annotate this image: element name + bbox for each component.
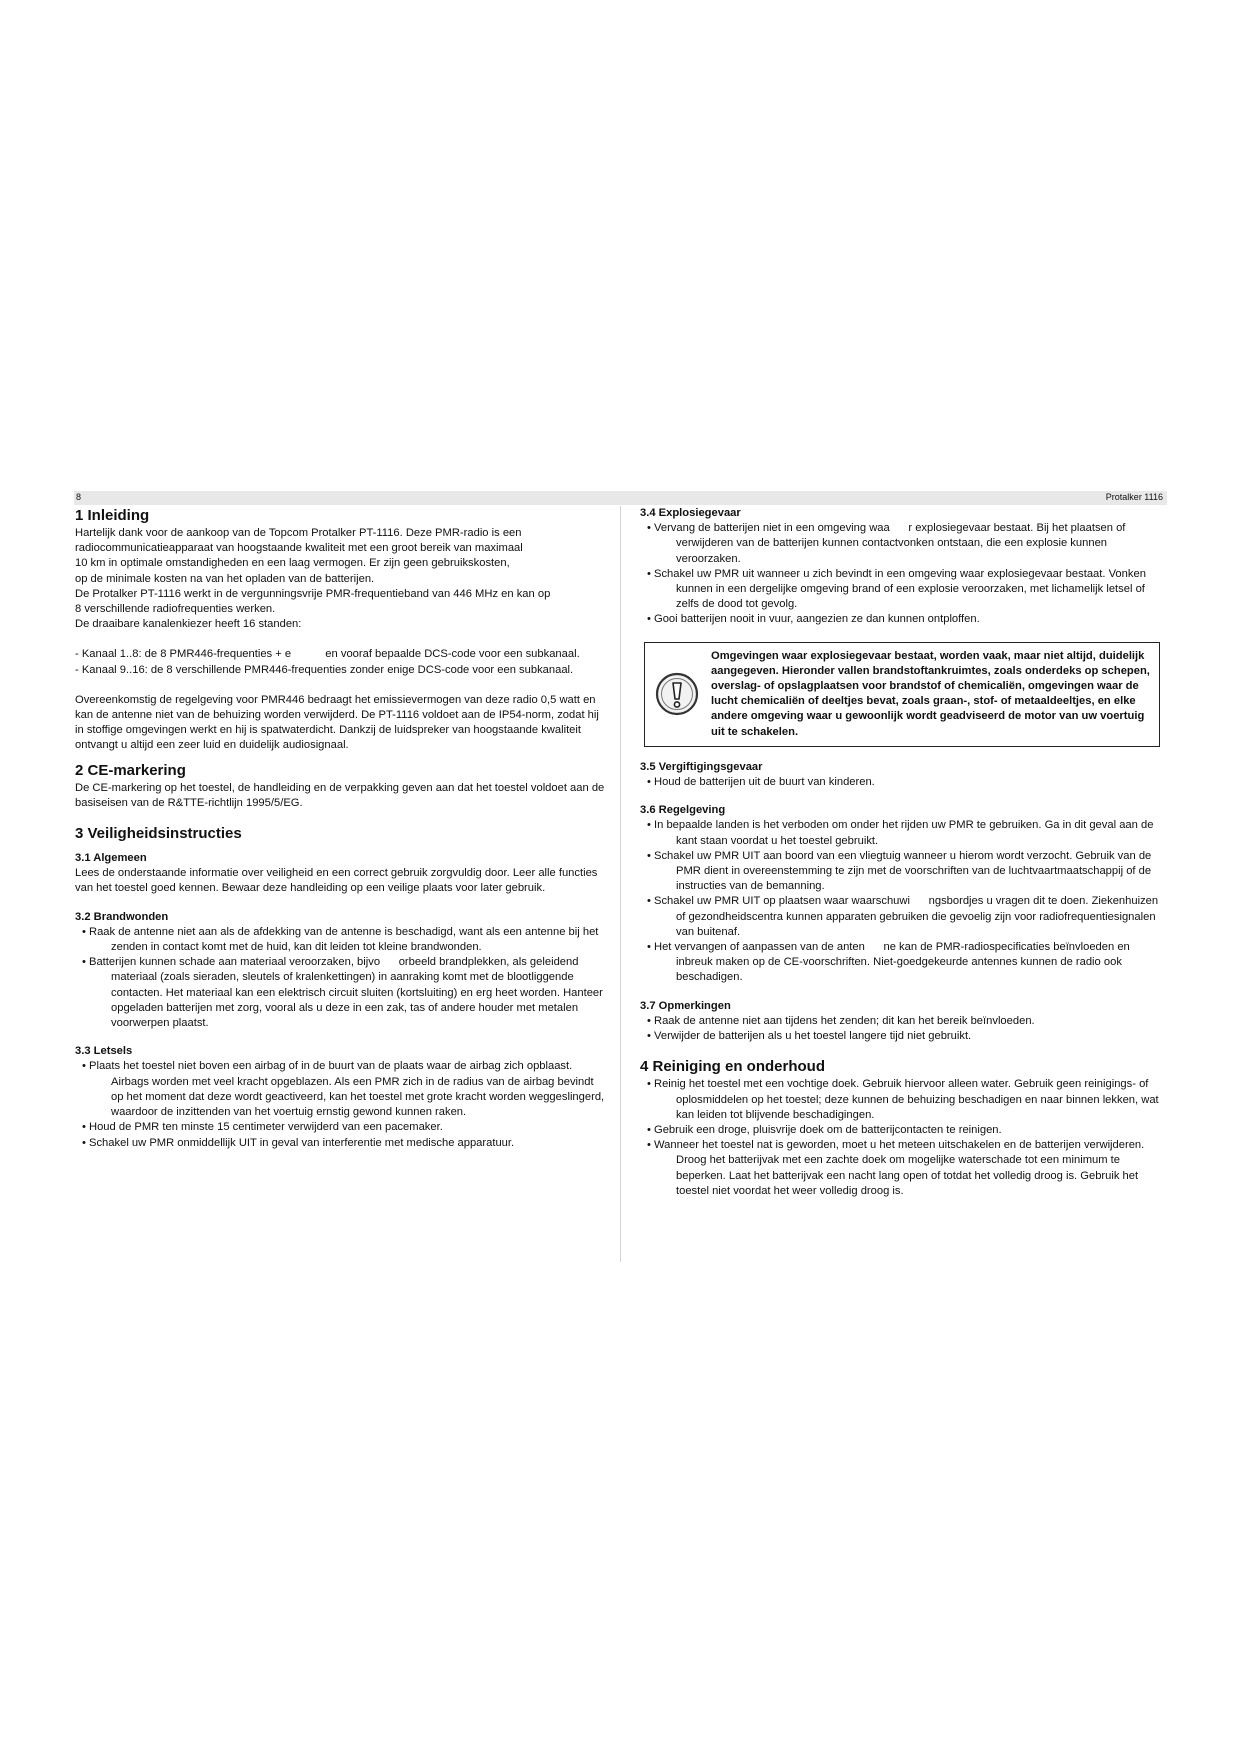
section-3-title: 3 Veiligheidsinstructies	[75, 825, 242, 843]
list-item: • Reinig het toestel met een vochtige doek. Gebruik hiervoor alleen water. Gebruik geen reinigings- of oplosmiddelen op het toestel; deze kunnen de behuizing beschadigen en naar binnen lekken, wat kan leiden tot blijvende beschadigingen.	[647, 1078, 1159, 1121]
section-3-4-title: 3.4 Explosiegevaar	[640, 507, 741, 519]
list-item: • Plaats het toestel niet boven een airbag of in de buurt van de plaats waar de airbag zich opblaast. Airbags worden met veel kracht opgeblazen. Als een PMR zich in de radius van de airbag bevindt op het moment dat deze wordt geactiveerd, kan het toestel met grote kracht worden weggeslingerd, waardoor de inzittenden van het voertuig ernstig gewond kunnen raken.	[82, 1060, 605, 1119]
regulation-list	[647, 818, 1167, 985]
warning-text: Omgevingen waar explosiegevaar bestaat, worden vaak, maar niet altijd, duidelijk aangegeven. Hieronder vallen brandstoftankruimtes, zoals onderdeks op schepen, overslag- of opslagplaatsen voor brandstof of chemicaliën, omgevingen waar de lucht chemicaliën of deeltjes bevat, zoals graan-, stof- of metaaldeeltjes, en elke andere omgeving waar u gewoonlijk wordt geadviseerd de motor van uw voertuig uit te schakelen.	[711, 649, 1150, 738]
right-column	[640, 506, 1167, 1199]
list-item: • Houd de batterijen uit de buurt van kinderen.	[647, 776, 875, 789]
burns-list	[82, 925, 605, 1031]
header-title: Protalker 1116	[1105, 492, 1163, 502]
general-text: Lees de onderstaande informatie over veiligheid en een correct gebruik zorgvuldig door. Leer alle functies van het toestel goed kennen. Bewaar deze handleiding op een veilige plaats voor later gebruik.	[75, 867, 598, 895]
section-3-3-title: 3.3 Letsels	[75, 1045, 133, 1058]
section-1-title: 1 Inleiding	[75, 507, 150, 524]
section-3-5-title: 3.5 Vergiftigingsgevaar	[640, 760, 763, 773]
list-item: • Schakel uw PMR onmiddellijk UIT in geval van interferentie met medische apparatuur.	[82, 1136, 515, 1149]
list-item: • Het vervangen of aanpassen van de anten ne kan de PMR-radiospecificaties beïnvloeden en inbreuk maken op de CE-voorschriften. Niet-goedgekeurde antennes kunnen de radio ook beschadigen.	[647, 941, 1133, 984]
list-item: • Verwijder de batterijen als u het toestel langere tijd niet gebruikt.	[647, 1030, 972, 1043]
list-item: • Schakel uw PMR uit wanneer u zich bevindt in een omgeving waar explosiegevaar bestaat. Vonken kunnen in een dergelijke omgeving brand of een explosie veroorzaken, met lichamelijk letsel of zelfs de dood tot gevolg.	[647, 567, 1146, 611]
channel-item: - Kanaal 1..8: de 8 PMR446-frequenties + e en vooraf bepaalde DCS-code voor een subkanaal.	[75, 648, 580, 661]
section-3-2-title: 3.2 Brandwonden	[75, 910, 169, 923]
intro-line: De Protalker PT-1116 werkt in de vergunningsvrije PMR-frequentieband van 446 MHz en kan op	[75, 587, 551, 600]
channel-item: - Kanaal 9..16: de 8 verschillende PMR446-frequenties zonder enige DCS-code voor een subkanaal.	[75, 663, 574, 676]
section-3-7-title: 3.7 Opmerkingen	[640, 999, 731, 1012]
column-divider	[620, 506, 621, 1262]
warning-icon	[655, 672, 699, 716]
list-item: • Gooi batterijen nooit in vuur, aangezien ze dan kunnen ontploffen.	[647, 613, 980, 626]
list-item: • In bepaalde landen is het verboden om onder het rijden uw PMR te gebruiken. Ga in dit geval aan de kant staan voordat u het toestel gebruikt.	[647, 819, 1154, 847]
intro-line: 10 km in optimale omstandigheden en een laag vermogen. Er zijn geen gebruikskosten,	[75, 557, 510, 570]
list-item: • Raak de antenne niet aan tijdens het zenden; dit kan het bereik beïnvloeden.	[647, 1014, 1035, 1027]
list-item: • Gebruik een droge, pluisvrije doek om de batterijcontacten te reinigen.	[647, 1123, 1002, 1136]
poison-list	[647, 775, 1167, 790]
section-3-1-title: 3.1 Algemeen	[75, 852, 147, 865]
intro-line: Hartelijk dank voor de aankoop van de Topcom Protalker PT-1116. Deze PMR-radio is een	[75, 527, 522, 539]
intro-line: op de minimale kosten na van het opladen van de batterijen.	[75, 572, 375, 585]
section-3-6-title: 3.6 Regelgeving	[640, 804, 726, 817]
list-item: • Schakel uw PMR UIT op plaatsen waar waarschuwi ngsbordjes u vragen dit te doen. Ziekenhuizen of gezondheidscentra kunnen apparaten gebruiken die gevoelig zijn voor radiofrequentiesignalen van buitenaf.	[647, 895, 1162, 938]
list-item: • Wanneer het toestel nat is geworden, moet u het meteen uitschakelen en de batterijen verwijderen. Droog het batterijvak met een zachte doek om mogelijke waterschade tot een minimum te beperken. Laat het batterijvak een nacht lang open of totdat het volledig droog is. Gebruik het toestel niet voordat het weer volledig droog is.	[647, 1139, 1145, 1197]
intro-paragraph: Overeenkomstig de regelgeving voor PMR446 bedraagt het emissievermogen van deze radio 0,5 watt en kan de antenne niet van de behuizing worden verwijderd. De PT-1116 voldoet aan de IP54-norm, zodat hij in stoffige omgevingen werkt en hij is spatwaterdicht. Dankzij de luidspreker van hoogstaande kwaliteit ontvangt u altijd een zeer luid en duidelijk audiosignaal.	[75, 693, 599, 752]
section-4-title: 4 Reiniging en onderhoud	[640, 1058, 825, 1076]
list-item: • Houd de PMR ten minste 15 centimeter verwijderd van een pacemaker.	[82, 1121, 443, 1134]
left-column	[75, 506, 605, 1151]
explosion-list	[647, 521, 1167, 627]
list-item: • Raak de antenne niet aan als de afdekking van de antenne is beschadigd, want als een antenne bij het zenden in contact komt met de huid, kan dit leiden tot kleine brandwonden.	[82, 925, 599, 954]
cleaning-list	[647, 1077, 1167, 1199]
warning-box	[644, 642, 1160, 747]
list-item: • Batterijen kunnen schade aan materiaal veroorzaken, bijvo orbeeld brandplekken, als geleidend materiaal (zoals sieraden, sleutels of kralenkettingen) in aanraking komt met de blootliggende contacten. Het materiaal kan een elektrisch circuit sluiten (kortsluiting) en erg heet worden. Hanteer opgeladen batterijen met zorg, vooral als u deze in een zak, tas of andere houder met metalen voorwerpen plaatst.	[82, 956, 606, 1030]
list-item: • Schakel uw PMR UIT aan boord van een vliegtuig wanneer u hierom wordt verzocht. Gebruik van de PMR dient in overeenstemming te zijn met de voorschriften van de luchtvaartmaatschappij of de instructies van de bemanning.	[647, 849, 1152, 893]
intro-line: De draaibare kanalenkiezer heeft 16 standen:	[75, 618, 302, 631]
list-item: • Vervang de batterijen niet in een omgeving waa r explosiegevaar bestaat. Bij het plaatsen of verwijderen van de batterijen kunnen contactvonken ontstaan, die een explosie kunnen veroorzaken.	[647, 522, 1129, 565]
page-header	[74, 491, 1167, 505]
page-number: 8	[76, 492, 82, 502]
ce-text: De CE-markering op het toestel, de handleiding en de verpakking geven aan dat het toestel voldoet aan de basiseisen van de R&TTE-richtlijn 1995/5/EG.	[75, 781, 605, 809]
intro-line: 8 verschillende radiofrequenties werken.	[75, 603, 276, 616]
injuries-list	[82, 1059, 605, 1150]
intro-line: radiocommunicatieapparaat van hoogstaande kwaliteit met een groot bereik van maximaal	[75, 542, 523, 555]
section-2-title: 2 CE-markering	[75, 761, 186, 779]
remarks-list	[647, 1014, 1167, 1044]
